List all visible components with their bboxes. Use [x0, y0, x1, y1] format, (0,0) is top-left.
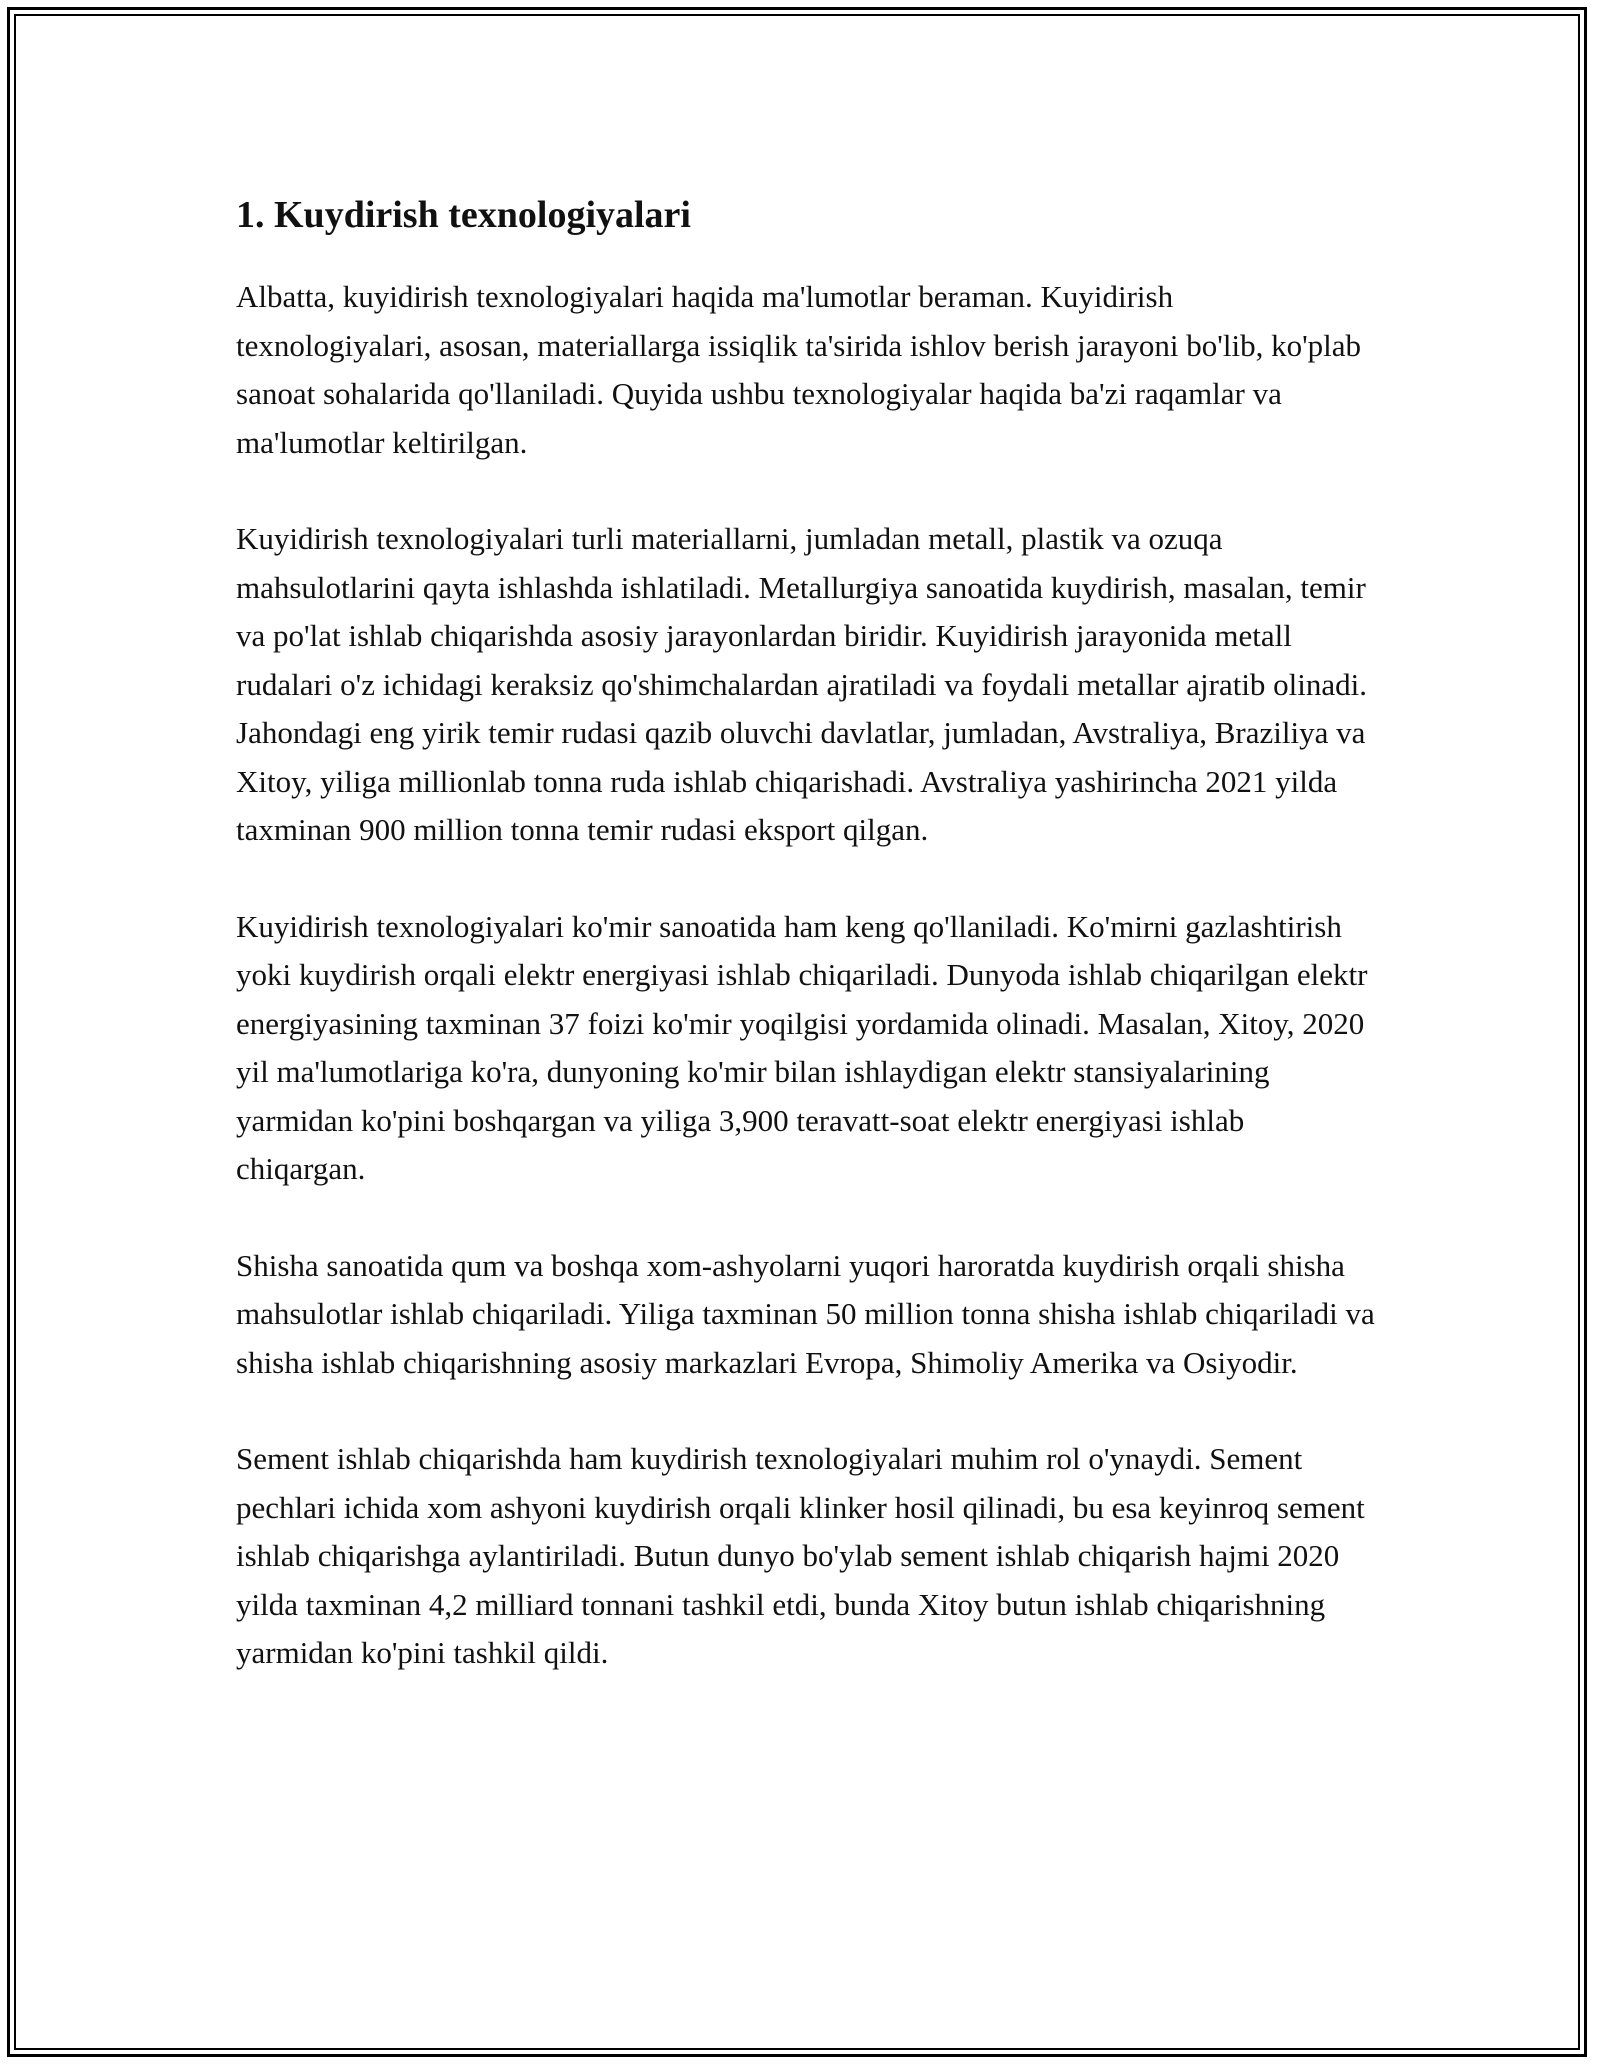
- paragraph-intro: Albatta, kuyidirish texnologiyalari haqida ma'lumotlar beraman. Kuyidirish texnologiyalari, asosan, materiallarga issiqlik ta'sirida ishlov berish jarayoni bo'lib, ko'plab sanoat sohalarida qo'llaniladi. Quyida ushbu texnologiyalar haqida ba'zi raqamlar va ma'lumotlar keltirilgan.: [236, 279, 1362, 460]
- paragraph-cement: Sement ishlab chiqarishda ham kuydirish texnologiyalari muhim rol o'ynaydi. Sement pechlari ichida xom ashyoni kuydirish orqali klinker hosil qilinadi, bu esa keyinroq sement ishlab chiqarishga aylantiriladi. Butun dunyo bo'ylab sement ishlab chiqarish hajmi 2020 yilda taxminan 4,2 milliard tonnani tashkil etdi, bunda Xitoy butun ishlab chiqarishning yarmidan ko'pini tashkil qildi.: [236, 1441, 1365, 1670]
- section-heading: 1. Kuydirish texnologiyalari: [236, 194, 691, 236]
- paragraph-metallurgy: Kuyidirish texnologiyalari turli materiallarni, jumladan metall, plastik va ozuqa mahsulotlarini qayta ishlashda ishlatiladi. Metallurgiya sanoatida kuydirish, masalan, temir va po'lat ishlab chiqarishda asosiy jarayonlardan biridir. Kuyidirish jarayonida metall rudalari o'z ichidagi keraksiz qo'shimchalardan ajratiladi va foydali metallar ajratib olinadi. Jahondagi eng yirik temir rudasi qazib oluvchi davlatlar, jumladan, Avstraliya, Braziliya va Xitoy, yiliga millionlab tonna ruda ishlab chiqarishadi. Avstraliya yashirincha 2021 yilda taxminan 900 million tonna temir rudasi eksport qilgan.: [236, 521, 1368, 847]
- paragraph-coal: Kuyidirish texnologiyalari ko'mir sanoatida ham keng qo'llaniladi. Ko'mirni gazlashtirish yoki kuydirish orqali elektr energiyasi ishlab chiqariladi. Dunyoda ishlab chiqarilgan elektr energiyasining taxminan 37 foizi ko'mir yoqilgisi yordamida olinadi. Masalan, Xitoy, 2020 yil ma'lumotlariga ko'ra, dunyoning ko'mir bilan ishlaydigan elektr stansiyalarining yarmidan ko'pini boshqargan va yiliga 3,900 teravatt-soat elektr energiyasi ishlab chiqargan.: [236, 908, 1368, 1186]
- document-body: [236, 185, 1376, 1726]
- paragraph-glass: Shisha sanoatida qum va boshqa xom-ashyolarni yuqori haroratda kuydirish orqali shisha mahsulotlar ishlab chiqariladi. Yiliga taxminan 50 million tonna shisha ishlab chiqariladi va shisha ishlab chiqarishning asosiy markazlari Evropa, Shimoliy Amerika va Osiyodir.: [236, 1247, 1375, 1380]
